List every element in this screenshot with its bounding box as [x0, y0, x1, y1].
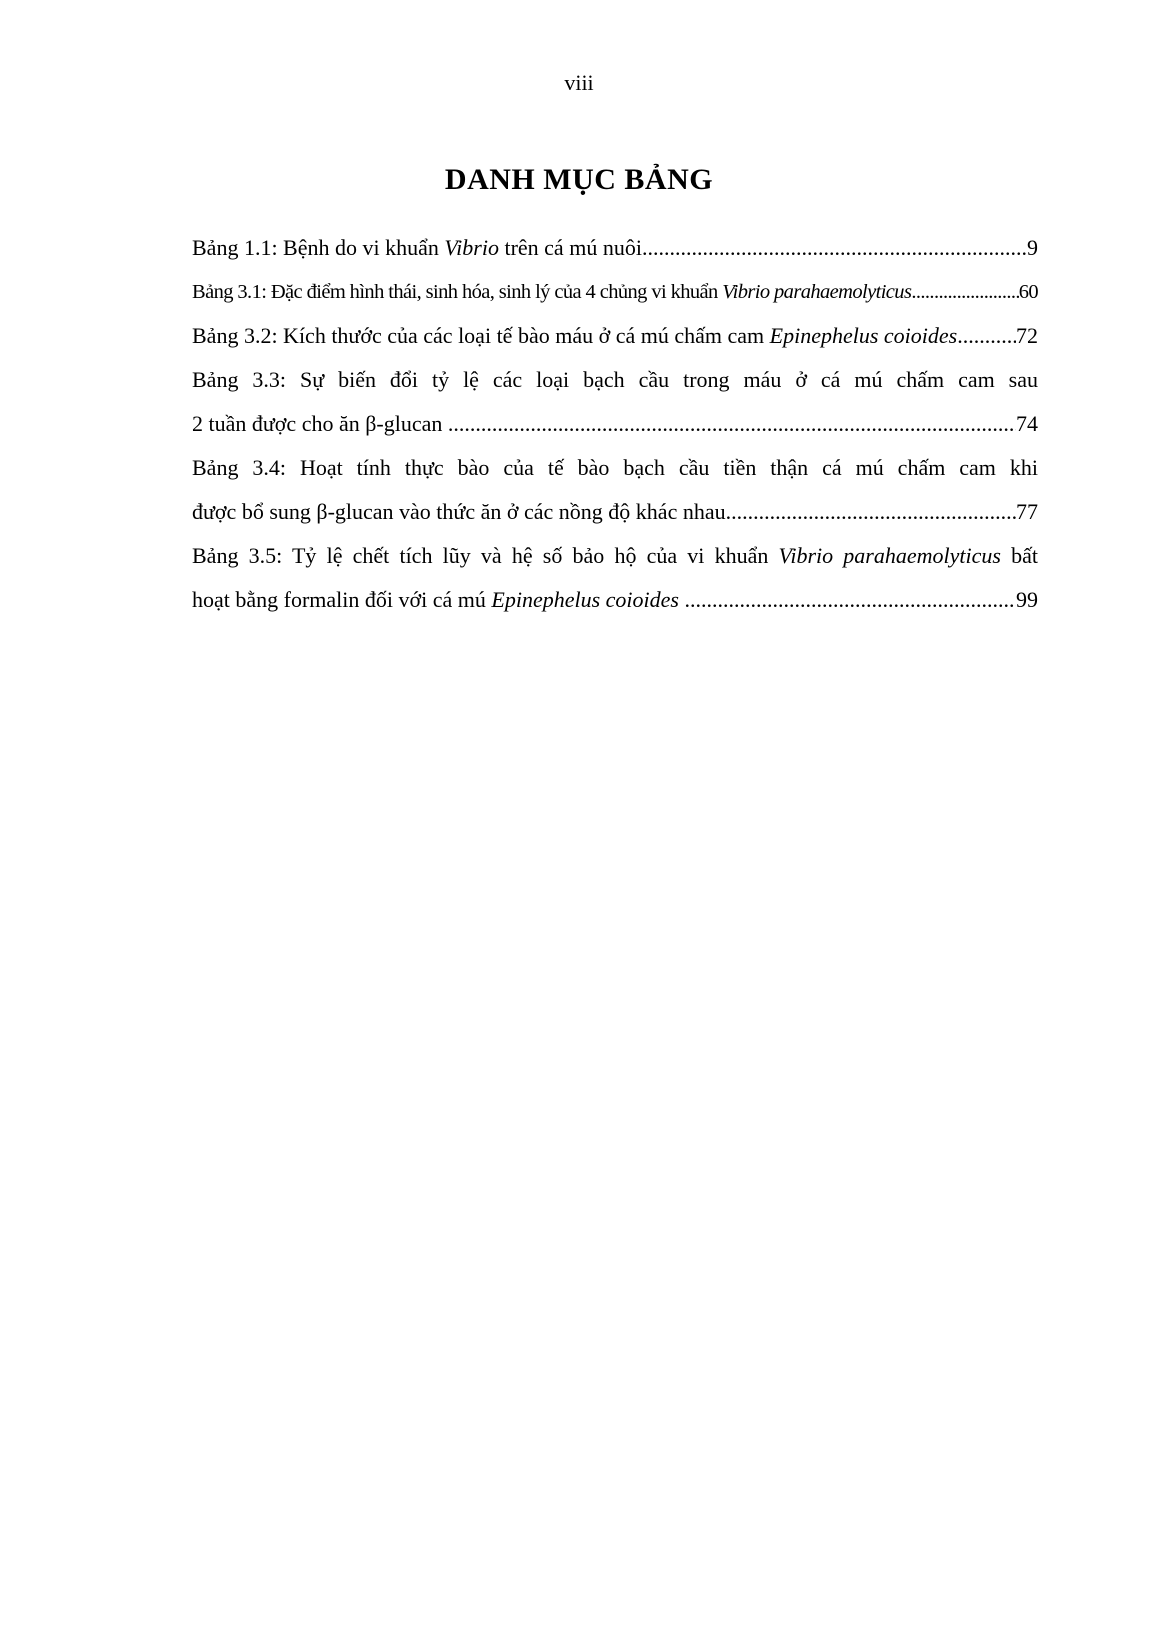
entry-page-number: 99: [1016, 587, 1038, 612]
dot-leader: [642, 226, 1027, 270]
table-list: [192, 226, 1038, 622]
dot-leader: [726, 490, 1016, 534]
table-entry-3-2[interactable]: [192, 314, 1038, 358]
dot-leader: [911, 270, 1018, 314]
table-entry-3-4-line-1[interactable]: [192, 446, 1038, 490]
page-number: viii: [564, 70, 594, 95]
entry-page-number: 72: [1016, 323, 1038, 348]
entry-text: 2 tuần được cho ăn β-glucan: [192, 411, 448, 436]
page-title: DANH MỤC BẢNG: [444, 163, 714, 196]
dot-leader: [957, 314, 1016, 358]
dot-leader: [684, 578, 1016, 622]
entry-text: Bảng 3.1: Đặc điểm hình thái, sinh hóa, sinh lý của 4 chủng vi khuẩn: [192, 281, 723, 303]
entry-page-number: 74: [1016, 411, 1038, 436]
entry-text-italic: Epinephelus coioides: [491, 587, 679, 612]
entry-text-italic: Epinephelus coioides: [769, 323, 958, 348]
entry-page-number: 77: [1016, 499, 1038, 524]
table-entry-3-3-line-2[interactable]: [192, 402, 1038, 446]
dot-leader: [448, 402, 1016, 446]
table-entry-3-5-line-2[interactable]: [192, 578, 1038, 622]
entry-text: Bảng 3.5: Tỷ lệ chết tích lũy và hệ số bảo hộ của vi khuẩn: [192, 543, 779, 568]
entry-page-number: 9: [1027, 235, 1038, 260]
table-entry-3-5-line-1[interactable]: [192, 534, 1038, 578]
entry-text: Bảng 3.4: Hoạt tính thực bào của tế bào bạch cầu tiền thận cá mú chấm cam khi: [192, 455, 1038, 480]
entry-text: bất: [1011, 543, 1038, 568]
entry-text-italic: Vibrio parahaemolyticus: [722, 281, 912, 303]
entry-text: Bảng 1.1: Bệnh do vi khuẩn: [192, 235, 445, 260]
entry-page-number: 60: [1018, 281, 1038, 303]
entry-text: được bổ sung β-glucan vào thức ăn ở các nồng độ khác nhau: [192, 499, 726, 524]
entry-text: trên cá mú nuôi: [498, 235, 642, 260]
table-entry-3-1[interactable]: [192, 270, 1038, 314]
entry-text-italic: Vibrio parahaemolyticus: [778, 543, 1001, 568]
entry-text: Bảng 3.3: Sự biến đổi tỷ lệ các loại bạch cầu trong máu ở cá mú chấm cam sau: [192, 367, 1038, 392]
entry-text: hoạt bằng formalin đối với cá mú: [192, 587, 492, 612]
table-entry-1-2-1[interactable]: [192, 226, 1038, 270]
table-entry-3-3-line-1[interactable]: [192, 358, 1038, 402]
entry-text: Bảng 3.2: Kích thước của các loại tế bào máu ở cá mú chấm cam: [192, 323, 770, 348]
table-entry-3-4-line-2[interactable]: [192, 490, 1038, 534]
entry-text-italic: Vibrio: [444, 235, 499, 260]
